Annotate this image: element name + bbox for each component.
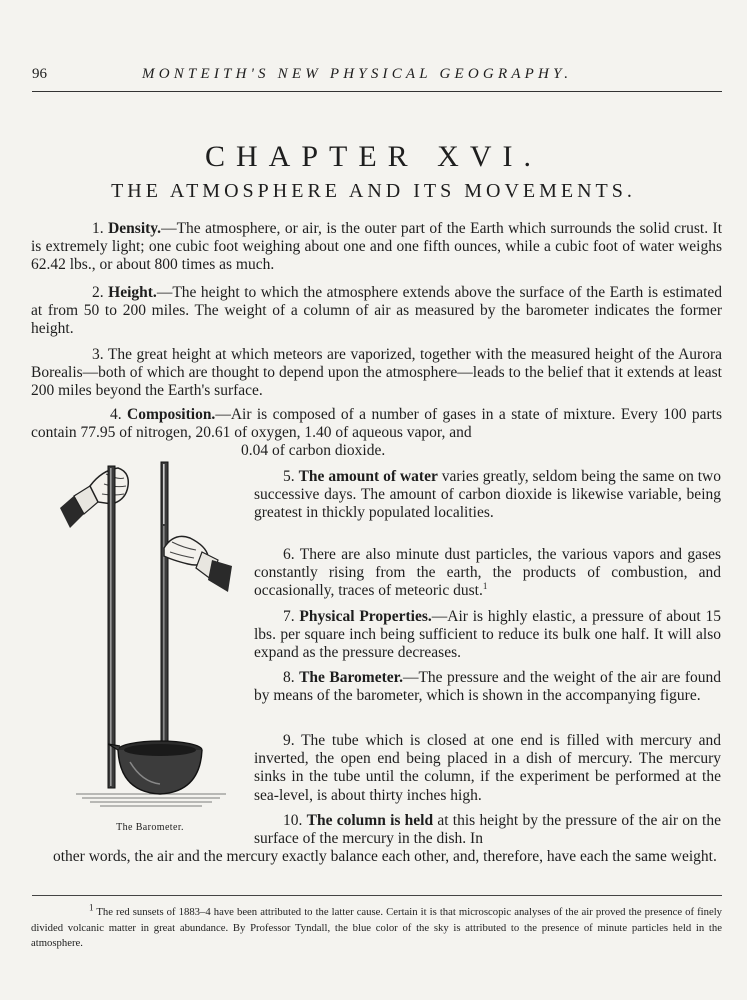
- paragraph-composition: [31, 406, 722, 442]
- paragraph-number: 1.: [92, 220, 104, 237]
- paragraph-body: varies greatly, seldom being the same on two successive days. The amount of carbon dioxide is likewise variable, being greatest in thickly populated localities.: [254, 468, 722, 522]
- paragraph-body: —The atmosphere, or air, is the outer part of the Earth which surrounds the solid crust. It is extremely light; one cubic foot weighing about one and one fifth ounces, while a cubic foot of water weighs 62.42 lbs., or about 800 times as much.: [31, 220, 723, 274]
- paragraph-number: 10.: [283, 812, 303, 829]
- footnote-reference[interactable]: 1: [482, 581, 488, 592]
- paragraph-column: [254, 812, 721, 848]
- paragraph-composition-continued: 0.04 of carbon dioxide.: [241, 442, 386, 459]
- paragraph-body: 6. There are also minute dust particles, the various vapors and gases constantly rising from the earth, the products of combustion, and occasionally, traces of meteoric dust.: [254, 546, 721, 600]
- paragraph-density: [31, 220, 722, 275]
- running-head: [32, 66, 722, 88]
- footnote: [31, 902, 723, 952]
- paragraph-heading: The amount of water: [298, 468, 438, 485]
- chapter-title: THE ATMOSPHERE AND ITS MOVEMENTS.: [111, 180, 636, 202]
- paragraph-tube: 9. The tube which is closed at one end is filled with mercury and inverted, the open end being placed in a dish of mercury. The mercury sinks in the tube until the column, if the experiment be performed at the sea-level, is about thirty inches high.: [254, 732, 721, 804]
- footnote-rule: [32, 895, 722, 896]
- footnote-marker: 1: [89, 902, 94, 913]
- page-number: 96: [32, 66, 47, 82]
- chapter-number: CHAPTER XVI.: [204, 140, 542, 173]
- paragraph-number: 8.: [283, 669, 295, 686]
- book-title: MONTEITH'S NEW PHYSICAL GEOGRAPHY.: [142, 66, 573, 82]
- paragraph-physical-properties: [254, 608, 721, 663]
- paragraph-body: at this height by the pressure of the air on the surface of the mercury in the dish. In: [254, 812, 721, 848]
- paragraph-body: —The height to which the atmosphere extends above the surface of the Earth is estimated at from 50 to 200 miles. The weight of a column of air as measured by the barometer indicates the former height.: [31, 284, 723, 338]
- paragraph-heading: Composition.: [127, 406, 216, 423]
- paragraph-heading: Density.: [108, 220, 162, 237]
- paragraph-body: —The pressure and the weight of the air are found by means of the barometer, which is shown in the accompanying figure.: [254, 669, 721, 705]
- paragraph-heading: Physical Properties.: [299, 608, 432, 625]
- paragraph-number: 5.: [283, 468, 295, 485]
- paragraph-dust: [254, 546, 721, 601]
- header-rule: [32, 91, 722, 92]
- barometer-figure: [56, 456, 241, 816]
- barometer-illustration-icon: [56, 456, 241, 816]
- paragraph-column-continued: other words, the air and the mercury exactly balance each other, and, therefore, have each the same weight.: [53, 848, 717, 865]
- paragraph-body: —Air is highly elastic, a pressure of about 15 lbs. per square inch being sufficient to reduce its bulk one half. It will also expand as the pressure decreases.: [254, 608, 722, 662]
- paragraph-heading: The Barometer.: [299, 669, 403, 686]
- paragraph-number: 4.: [110, 406, 122, 423]
- paragraph-barometer: [254, 669, 721, 705]
- paragraph-heading: Height.: [108, 284, 157, 301]
- paragraph-heading: The column is held: [306, 812, 434, 829]
- paragraph-height: [31, 284, 722, 339]
- paragraph-water: [254, 468, 721, 523]
- paragraph-body: —Air is composed of a number of gases in a state of mixture. Every 100 parts contain 77.95 of nitrogen, 20.61 of oxygen, 1.40 of aqueous vapor, and: [31, 406, 723, 442]
- paragraph-number: 7.: [283, 608, 295, 625]
- paragraph-number: 2.: [92, 284, 104, 301]
- paragraph-meteors: 3. The great height at which meteors are vaporized, together with the measured height of the Aurora Borealis—both of which are thought to depend upon the atmosphere—leads to the belief that it extends at least 200 miles beyond the Earth's surface.: [31, 346, 722, 400]
- figure-caption: The Barometer.: [116, 822, 184, 833]
- footnote-text: The red sunsets of 1883–4 have been attributed to the latter cause. Certain it is that microscopic analyses of the air proved the presence of finely divided volcanic matter in great abundance. By Professor Tyndall, the blue color of the sky is attributed to the presence of minute particles held in the atmosphere.: [31, 906, 723, 949]
